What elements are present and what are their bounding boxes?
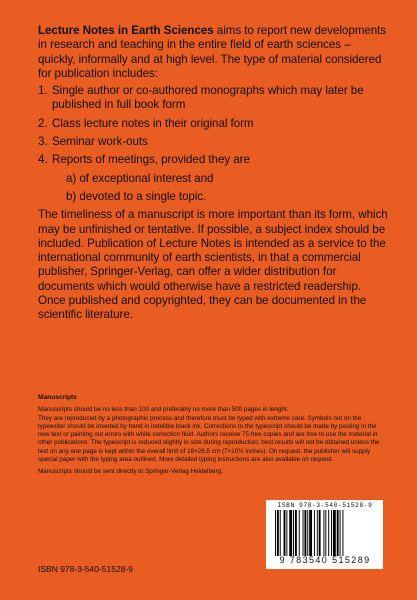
- material-types-list: [38, 84, 390, 204]
- sub-list-item: a) of exceptional interest and: [66, 171, 214, 185]
- barcode-bar: [295, 510, 297, 556]
- description-block: [38, 24, 390, 323]
- meeting-conditions-list: [52, 172, 390, 205]
- manuscripts-instructions: They are reproduced by a photographic process and therefore must be typed with extreme care. Symbols not on the typewriter should be inserted by hand in indelible black ink. Corrections to the typescript should be made by pasting in the new text or painting out errors with white correction fluid. Authors receive 75 free copies and are free to use the material in other publications. The typescript is reduced slightly in size during reproduction; best results will not be obtained unless the text on any one page is kept within the overall limit of 18×26.5 cm (7×10½ inches). On request, the publisher will supply special paper with the typing area outlined. More detailed typing instructions are also available on request.: [38, 414, 380, 464]
- barcode-bar: [304, 510, 306, 556]
- barcode-bar: [314, 510, 315, 556]
- list-item: 4. Reports of meetings, provided they are a) of exceptional interest and b) devoted to a single topic.: [38, 153, 390, 204]
- barcode-bar: [280, 510, 281, 556]
- barcode-digits: 9 783540 515289: [279, 555, 371, 565]
- barcode-bar: [325, 510, 326, 556]
- barcode-bar: [317, 510, 318, 556]
- barcode-bar: [309, 510, 312, 556]
- barcode-bar: [319, 510, 321, 556]
- manuscripts-section: [38, 394, 386, 477]
- series-title: Lecture Notes in Earth Sciences: [38, 24, 214, 37]
- barcode-bar: [289, 510, 292, 556]
- intro-paragraph: [38, 24, 390, 81]
- barcode-bar: [293, 510, 294, 556]
- list-item: 1. Single author or co-authored monographs which may later be published in full book form: [38, 84, 364, 112]
- barcode-isbn-label: ISBN 978-3-540-51528-9: [277, 502, 373, 509]
- barcode: [266, 500, 383, 569]
- barcode-bar: [333, 510, 336, 556]
- barcode-bar: [337, 510, 339, 556]
- barcode-bar: [340, 510, 341, 556]
- barcode-bar: [303, 510, 304, 556]
- timeliness-paragraph: The timeliness of a manuscript is more important than its form, which may be unfinished or tentative. If possible, a subject index should be included. Publication of Lecture Notes is intended as a service to the international community of earth scientists, in that a commercial publisher, Springer-Verlag, can offer a wider distribution for documents which would otherwise have a restricted readership. Once published and copyrighted, they can be documented in the scientific literature.: [38, 208, 388, 322]
- isbn-text: ISBN 978-3-540-51528-9: [38, 564, 133, 574]
- barcode-bars: [274, 510, 375, 556]
- barcode-bar: [323, 510, 324, 556]
- barcode-bar: [299, 510, 300, 556]
- barcode-bar: [277, 510, 279, 556]
- manuscripts-submission: Manuscripts should be sent directly to Springer-Verlag Heidelberg.: [38, 468, 223, 476]
- barcode-bar: [307, 510, 308, 556]
- barcode-bar: [275, 510, 276, 556]
- intro-text: aims to report new developments in research and teaching in the entire field of earth sciences – quickly, informally and at high level. The type of material considered for publication includes:: [38, 24, 387, 80]
- manuscripts-length: Manuscripts should be no less than 100 and preferably no more than 500 pages in lenght.: [38, 406, 289, 414]
- barcode-bar: [284, 510, 286, 556]
- barcode-bar: [331, 510, 332, 556]
- manuscripts-heading: Manuscripts: [38, 394, 77, 401]
- list-item: 2. Class lecture notes in their original form: [38, 116, 254, 130]
- barcode-bar: [328, 510, 329, 556]
- barcode-bar: [342, 510, 343, 556]
- barcode-bar: [286, 510, 287, 556]
- list-item: 3. Seminar work-outs: [38, 135, 148, 149]
- sub-list-item: b) devoted to a single topic.: [66, 189, 207, 203]
